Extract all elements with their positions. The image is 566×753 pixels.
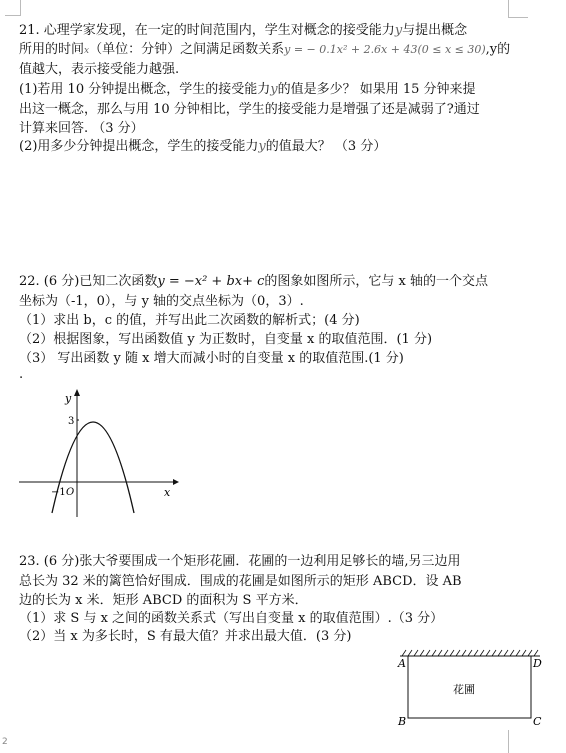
page-number: 2 <box>2 737 8 747</box>
parabola-graph <box>15 385 185 520</box>
q22-line-2 <box>19 293 304 311</box>
crop-mark <box>5 15 21 16</box>
y-axis-arrow <box>74 389 80 396</box>
q22-line-1 <box>19 273 488 291</box>
x-axis-arrow <box>173 479 179 485</box>
q23-line-3 <box>19 592 308 610</box>
q23-line-5 <box>19 628 351 646</box>
q21-line-7 <box>19 138 386 156</box>
wall-hatching <box>402 650 538 656</box>
q21-line-5 <box>19 101 480 119</box>
q21-text: (1)若用 10 分钟提出概念，学生的接受能力 <box>19 82 271 97</box>
q21-text: 的值最大？ （3 分） <box>265 139 387 154</box>
q23-text: 边的长为 x 米．矩形 ABCD 的面积为 S 平方米． <box>19 593 308 608</box>
q22-text: 的图象如图所示，它与 x 轴的一个交点 <box>264 274 489 289</box>
crop-mark <box>20 0 21 15</box>
q22-text: . <box>19 367 24 382</box>
q23-text: （1）求 S 与 x 之间的函数关系式（写出自变量 x 的取值范围）.（3 分） <box>19 611 444 626</box>
q23-line-4 <box>19 610 443 628</box>
q22-line-5 <box>19 350 404 368</box>
x-axis-label: x <box>164 486 171 499</box>
tick-label-neg1: −1 <box>51 487 66 498</box>
q21-text: 21. 心理学家发现，在一定的时间范围内，学生对概念的接受能力 <box>19 23 395 38</box>
math-formula: y = − 0.1x² + 2.6x + 43(0 ≤ x ≤ 30) <box>284 43 486 56</box>
q21-text: 出这一概念，那么与用 10 分钟相比，学生的接受能力是增强了还是减弱了?通过 <box>19 102 480 117</box>
q21-line-6 <box>19 120 144 138</box>
q21-text: 值越大，表示接受能力越强. <box>19 62 180 77</box>
q21-text: 所用的时间 <box>19 42 85 57</box>
q22-text: （1）求出 b，c 的值，并写出此二次函数的解析式；(4 分) <box>19 313 360 328</box>
q22-line-3 <box>19 312 360 330</box>
origin-label: O <box>66 487 75 498</box>
math-formula: y = −x² + bx+ c <box>157 274 265 289</box>
tick-label-3: 3 <box>68 416 75 427</box>
garden-label: 花圃 <box>453 683 475 696</box>
q21-text: ,y的 <box>485 42 511 57</box>
crop-mark <box>508 0 509 18</box>
q22-line-6 <box>19 366 23 384</box>
parabola-curve <box>52 422 134 513</box>
vertex-a: A <box>398 657 406 670</box>
math-var: y <box>258 139 266 154</box>
q21-line-4 <box>19 81 476 99</box>
q23-line-2 <box>19 573 462 591</box>
vertex-d: D <box>533 657 542 670</box>
q22-text: 22. (6 分)已知二次函数 <box>19 274 158 289</box>
q23-text: 总长为 32 米的篱笆恰好围成．围成的花圃是如图所示的矩形 ABCD．设 AB <box>19 574 462 589</box>
q22-text: 坐标为（-1，0），与 y 轴的交点坐标为（0，3）. <box>19 294 304 309</box>
q23-text: 23. (6 分)张大爷要围成一个矩形花圃．花圃的一边利用足够长的墙,另三边用 <box>19 554 461 569</box>
q22-line-4 <box>19 331 432 349</box>
crop-mark <box>508 17 528 18</box>
vertex-c: C <box>533 715 542 728</box>
q21-line-2 <box>19 41 510 60</box>
y-axis-label: y <box>65 392 72 405</box>
q21-line-3 <box>19 61 179 79</box>
q21-line-1 <box>19 22 467 40</box>
q21-text: 的值是多少？ 如果用 15 分钟来提 <box>277 82 476 97</box>
q23-line-1 <box>19 553 461 571</box>
vertex-b: B <box>398 715 407 728</box>
q22-text: （3） 写出函数 y 随 x 增大而减小时的自变量 x 的取值范围.(1 分) <box>19 351 404 366</box>
math-var: x <box>84 46 90 56</box>
q23-text: （2）当 x 为多长时，S 有最大值？并求出最大值．(3 分) <box>19 629 352 644</box>
q22-text: （2）根据图象，写出函数值 y 为正数时，自变量 x 的取值范围．(1 分) <box>19 332 433 347</box>
garden-figure <box>392 645 552 735</box>
q21-text: （单位：分钟）之间满足函数关系 <box>89 42 285 57</box>
q21-text: 与提出概念 <box>402 23 468 38</box>
math-var: y <box>394 23 403 38</box>
math-var: y <box>270 82 278 97</box>
q21-text: (2)用多少分钟提出概念，学生的接受能力 <box>19 139 259 154</box>
q21-text: 计算来回答. （3 分） <box>19 121 144 136</box>
